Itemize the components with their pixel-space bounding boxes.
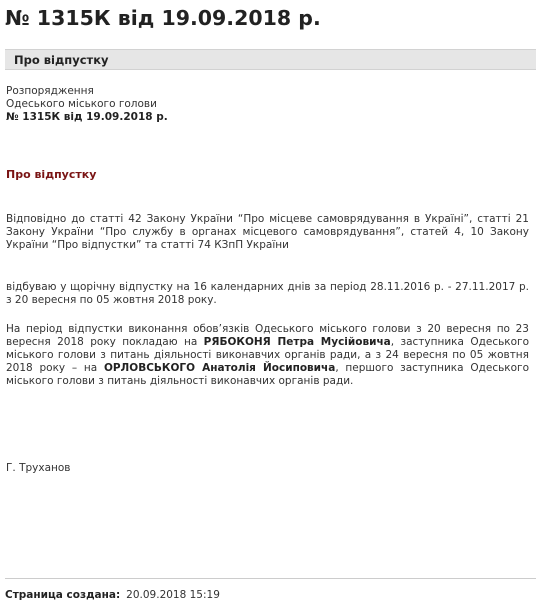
duties-text-part2: , заступника Одеського міського голови з питань діяльності виконавчих органів ради, а з 24 вересня по 05 жовтня 2018 року – на [6, 336, 529, 374]
document-number: № 1315К від 19.09.2018 р. [6, 111, 168, 123]
paragraph-duties-assignment [6, 323, 529, 388]
created-timestamp: 20.09.2018 15:19 [126, 589, 220, 601]
deputy-name-2: ОРЛОВСЬКОГО Анатолія Йосиповича [103, 362, 336, 374]
document-subject: Про відпустку [6, 168, 97, 181]
paragraph-legal-basis: Відповідно до статті 42 Закону України “Про місцеве самоврядування в Україні”, статті 21 Закону України “Про службу в органах місцевого самоврядування”, статей 4, 10 Закону України “Про відпустки” та статті 74 КЗпП України [6, 213, 529, 251]
section-heading-bar [5, 49, 536, 70]
paragraph-leave-period: відбуваю у щорічну відпустку на 16 календарних днів за період 28.11.2016 р. - 27.11.2017 р. з 20 вересня по 05 жовтня 2018 року. [6, 281, 529, 306]
duties-text-part1: На період відпустки виконання обов’язків Одеського міського голови з 20 вересня по 23 вересня 2018 року покладаю на [6, 323, 529, 348]
duties-text-part3: , першого заступника Одеського міського голови з питань діяльності виконавчих органів ради. [6, 362, 529, 387]
document-issuer: Одеського міського голови [6, 98, 157, 110]
footer-divider [5, 578, 536, 579]
signature: Г. Труханов [6, 462, 71, 474]
document-header [6, 85, 529, 124]
section-heading: Про відпустку [14, 53, 109, 67]
document-type: Розпорядження [6, 85, 94, 97]
page-title: № 1315К від 19.09.2018 р. [5, 6, 321, 30]
page-footer [5, 589, 220, 601]
created-label: Страница создана: [5, 589, 121, 601]
deputy-name-1: РЯБОКОНЯ Петра Мусійовича [203, 336, 391, 348]
